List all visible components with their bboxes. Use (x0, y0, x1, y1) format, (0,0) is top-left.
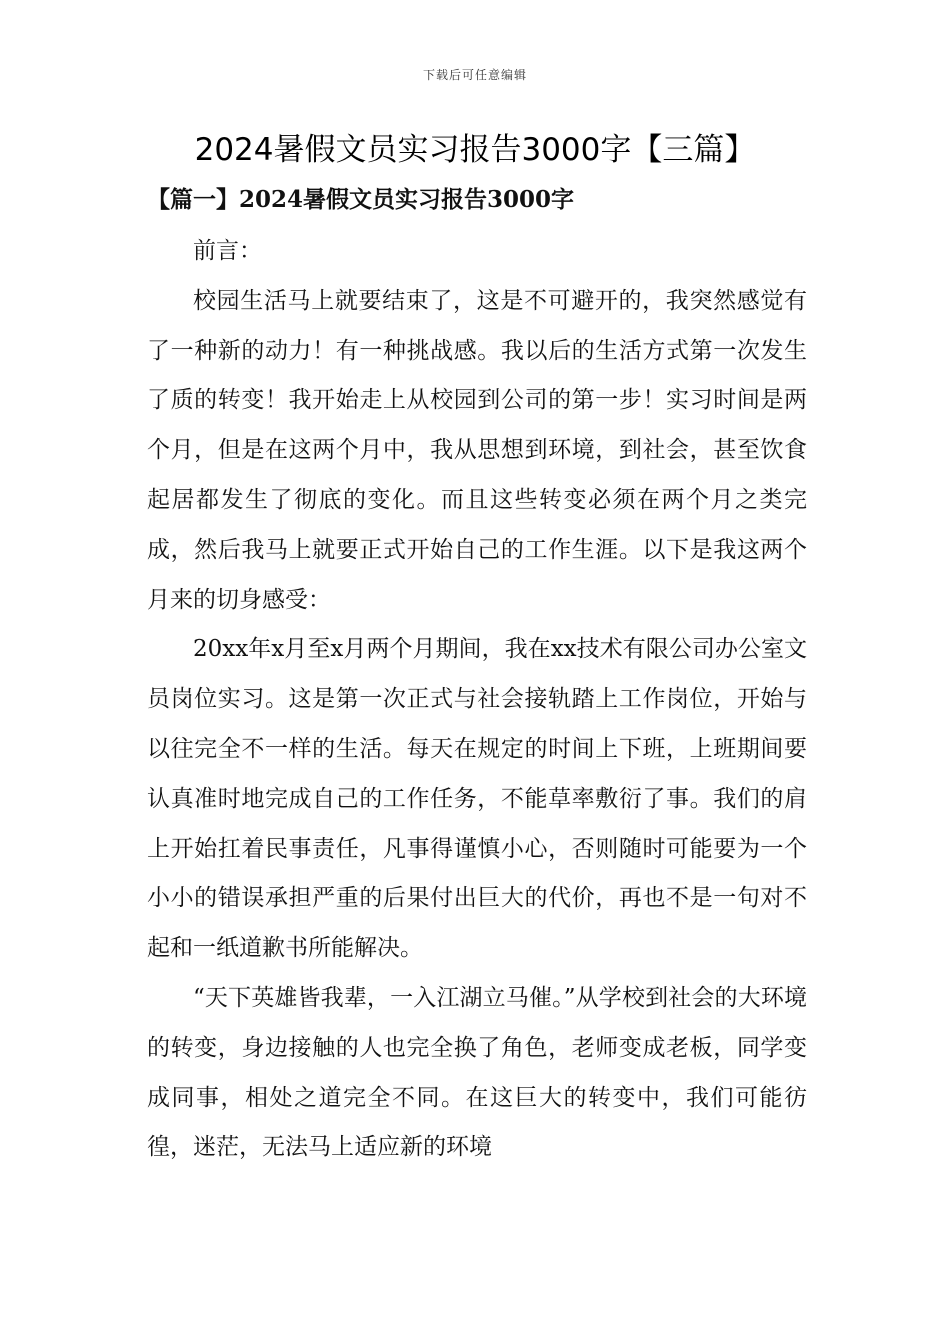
body-text (147, 227, 807, 1173)
paragraph: “天下英雄皆我辈，一入江湖立马催。”从学校到社会的大环境的转变，身边接触的人也完全换了角色，老师变成老板，同学变成同事，相处之道完全不同。在这巨大的转变中，我们可能彷徨，迷茫，无法马上适应新的环境 (147, 984, 807, 1161)
header-note: 下载后可任意编辑 (422, 68, 527, 82)
paragraph: 校园生活马上就要结束了，这是不可避开的，我突然感觉有了一种新的动力！有一种挑战感。我以后的生活方式第一次发生了质的转变！我开始走上从校园到公司的第一步！实习时间是两个月，但是在这两个月中，我从思想到环境，到社会，甚至饮食起居都发生了彻底的变化。而且这些转变必须在两个月之类完成，然后我马上就要正式开始自己的工作生涯。以下是我这两个月来的切身感受： (147, 287, 807, 613)
paragraph-preface: 前言： (193, 238, 262, 264)
document-title: 2024暑假文员实习报告3000字【三篇】 (194, 132, 756, 168)
paragraph: 20xx年x月至x月两个月期间，我在xx技术有限公司办公室文员岗位实习。这是第一次正式与社会接轨踏上工作岗位，开始与以往完全不一样的生活。每天在规定的时间上下班，上班期间要认真准时地完成自己的工作任务，不能草率敷衍了事。我们的肩上开始扛着民事责任，凡事得谨慎小心，否则随时可能要为一个小小的错误承担严重的后果付出巨大的代价，再也不是一句对不起和一纸道歉书所能解决。 (147, 636, 807, 962)
section-heading: 【篇一】2024暑假文员实习报告3000字 (147, 186, 575, 213)
